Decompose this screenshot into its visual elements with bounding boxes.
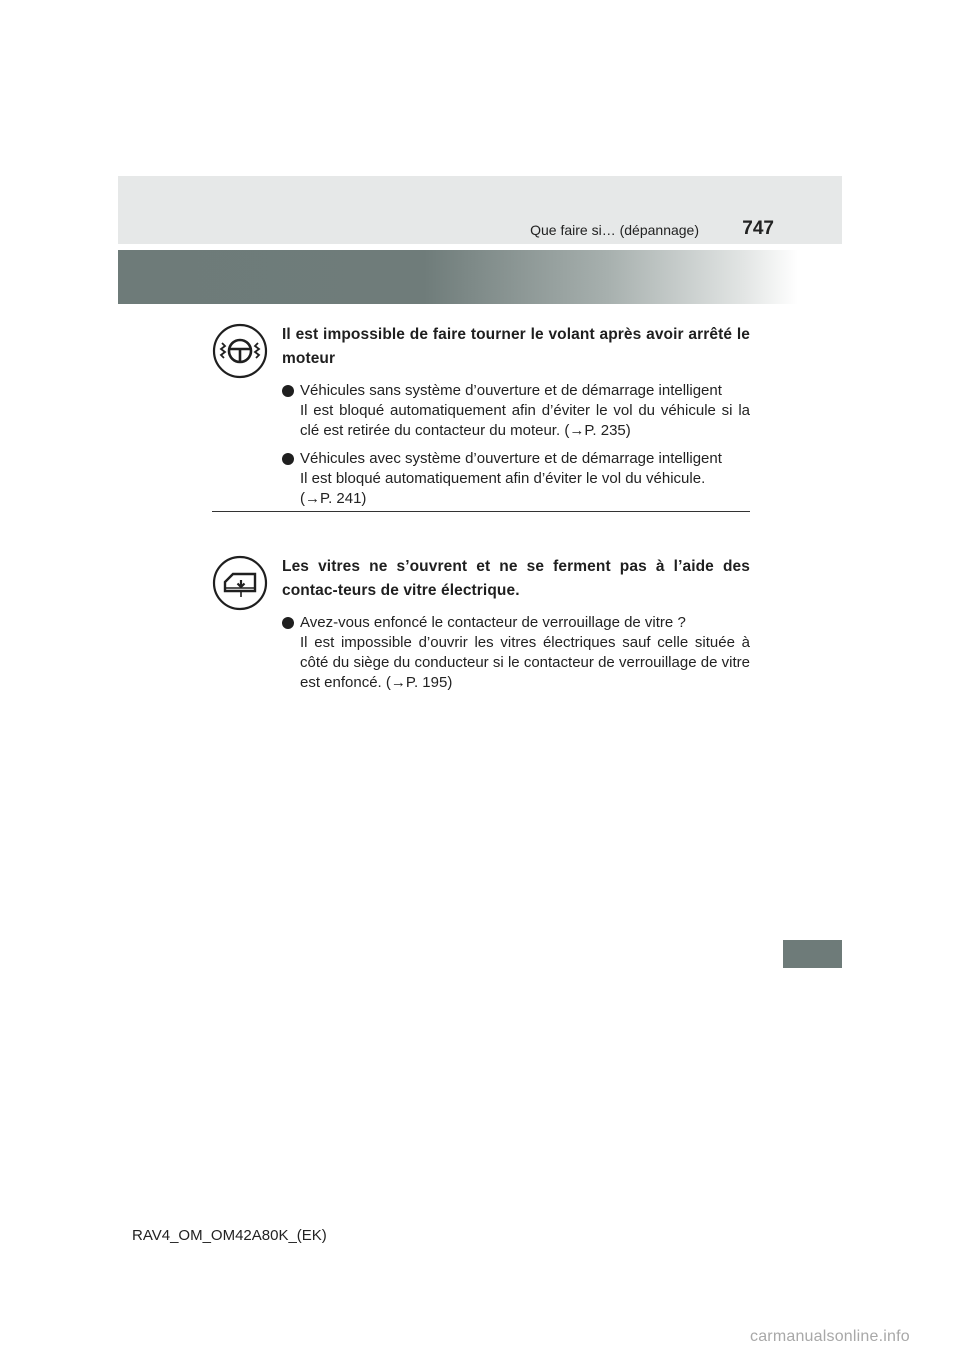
document-code: RAV4_OM_OM42A80K_(EK): [132, 1227, 327, 1244]
section-title: Que faire si… (dépannage): [530, 222, 699, 238]
item-heading: Avez-vous enfoncé le contacteur de verrouillage de vitre ?: [300, 614, 686, 631]
item-body: Il est bloqué automatiquement afin d’éviter le vol du véhicule si la clé est retirée du contacteur du moteur. (→P. 235): [300, 402, 750, 439]
list-item: [282, 381, 750, 441]
power-window-icon: [212, 555, 268, 611]
page-reference: (→P. 235): [564, 422, 631, 439]
steering-lock-icon: [212, 323, 268, 379]
troubleshoot-entry-steering: [212, 323, 750, 517]
bullet-icon: [282, 617, 294, 629]
item-body: Il est impossible d’ouvrir les vitres électriques sauf celle située à côté du siège du conducteur si le contacteur de verrouillage de vitre est enfoncé. (→P. 195): [300, 634, 750, 691]
list-item: [282, 449, 750, 509]
item-body: Il est bloqué automatiquement afin d’éviter le vol du véhicule. (→P. 241): [300, 470, 706, 507]
chapter-side-tab: [783, 940, 842, 968]
page-reference: (→P. 195): [385, 674, 453, 691]
header-gradient-band: [118, 250, 798, 304]
troubleshoot-entry-windows: [212, 555, 750, 701]
watermark-text: carmanualsonline.info: [750, 1328, 910, 1345]
page-number: 747: [742, 218, 774, 239]
item-heading: Véhicules avec système d’ouverture et de démarrage intelligent: [300, 450, 722, 467]
item-heading: Véhicules sans système d’ouverture et de démarrage intelligent: [300, 382, 722, 399]
entry-title: Les vitres ne s’ouvrent et ne se ferment pas à l’aide des contac-teurs de vitre électrique.: [282, 558, 750, 599]
list-item: [282, 613, 750, 693]
entry-items: [282, 381, 750, 509]
bullet-icon: [282, 385, 294, 397]
page-reference: (→P. 241): [300, 490, 367, 507]
page-header: [118, 176, 842, 244]
entry-title: Il est impossible de faire tourner le volant après avoir arrêté le moteur: [282, 326, 750, 367]
section-divider: [212, 511, 750, 512]
entry-items: [282, 613, 750, 693]
bullet-icon: [282, 453, 294, 465]
